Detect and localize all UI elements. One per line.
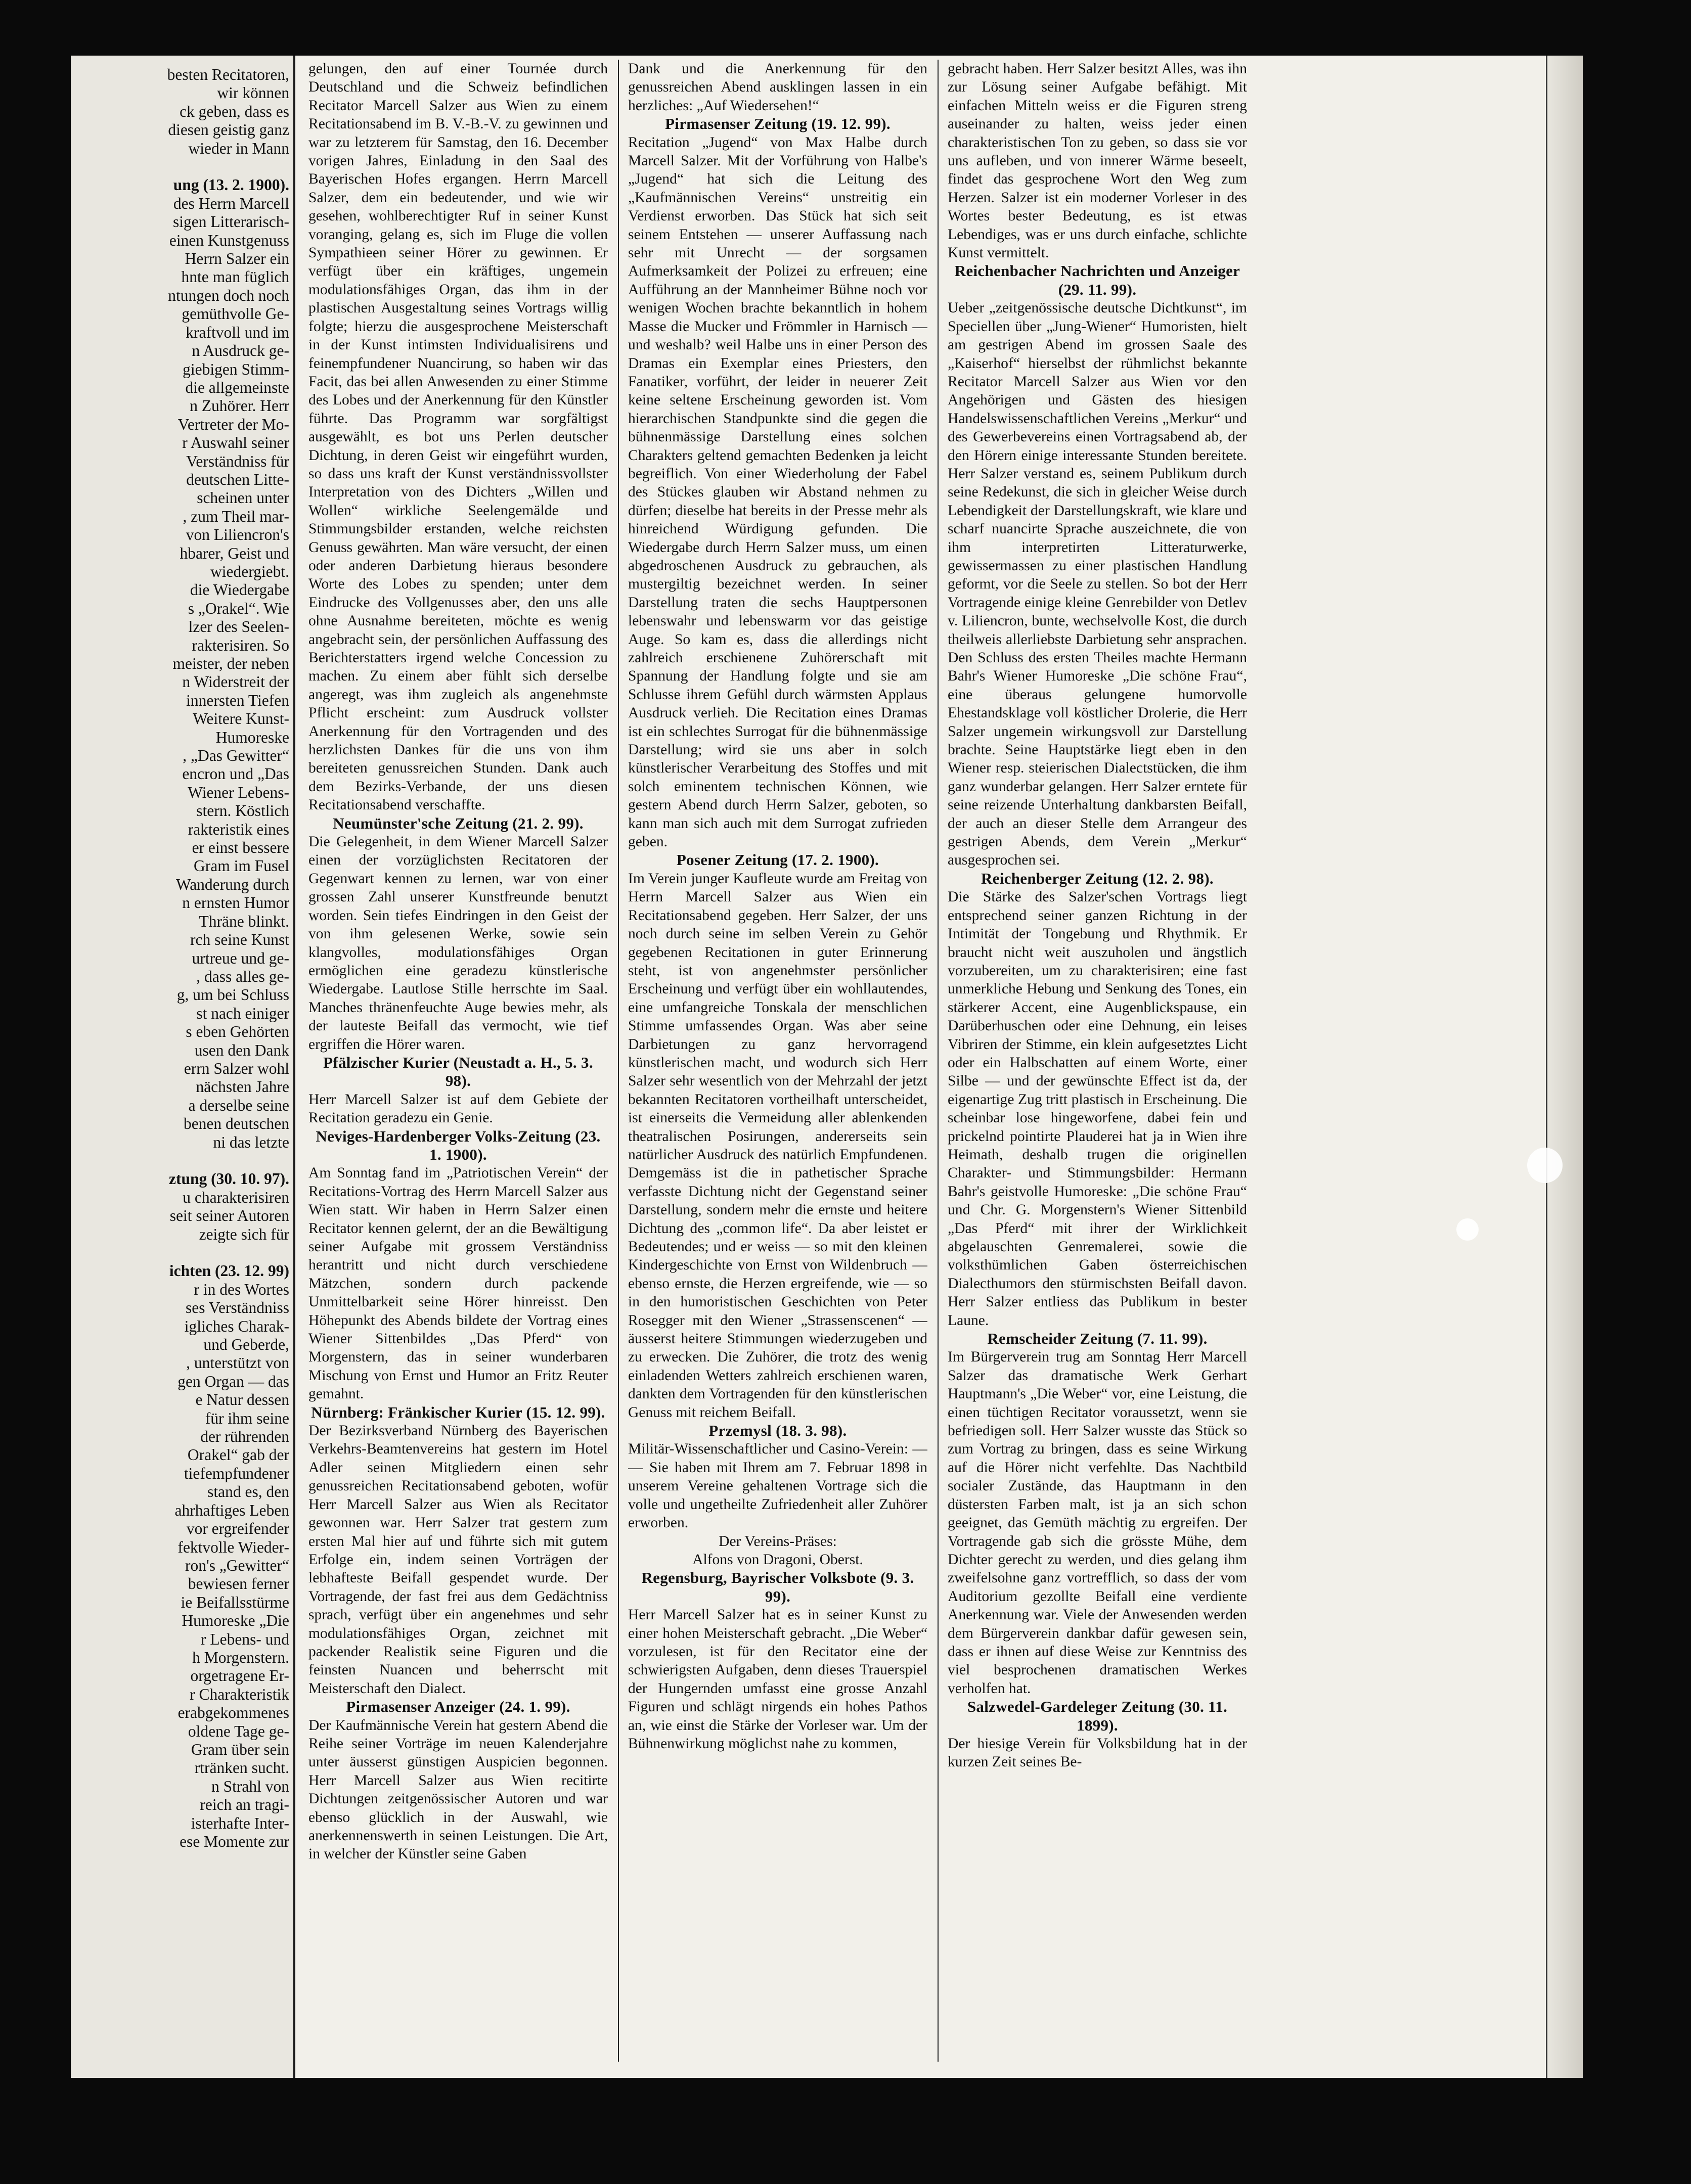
review-paragraph: Die Stärke des Salzer'schen Vortrags liegt entsprechend seiner ganzen Richtung in der Intimität der Tongebung und Rhythmik. Er braucht nicht weit auszuholen und ängstlich vorzubereiten, um zu charakterisiren; eine fast unmerkliche Hebung und Senkung des Tones, ein stärkerer Accent, eine Augenblickspause, ein Darüberhuschen oder eine Dehnung, ein leises Vibriren der Stimme, ein klein aufgesetztes Licht oder ein Halbschatten auf einem Worte, einer Silbe — und der gewünschte Effect ist da, der eigenartige Zug tritt plastisch in Erscheinung. Die scheinbar lose hingeworfene, dabei fein und prickelnd pointirte Plauderei hat ja in Wien ihre Heimath, deshalb trugen die originellen Charakter- und Stimmungsbilder: Hermann Bahr's geistvolle Humoreske: „Die schöne Frau“ und Chr. G. Morgenstern's Wiener Sittenbild „Das Pferd“ mit ihrer der Wirklichkeit abgelauschten Genremalerei, sowie die volksthümlichen Gaben österreichischen Dialecthumors den stürmischsten Beifall davon. Herr Salzer entliess das Publikum in bester Laune. xyxy=(948,889,1247,1329)
prev-text-line: , unterstützt von xyxy=(186,1354,289,1372)
review-paragraph: Militär-Wissenschaftlicher und Casino-Verein: — — Sie haben mit Ihrem am 7. Februar 1898 in unserem Vereine gehaltenen Vortrage sich die volle und ungetheilte Zufriedenheit aller Zuhörer erworben. xyxy=(628,1441,927,1531)
prev-text-line: von Liliencron's xyxy=(186,526,289,544)
prev-text-line: zeigte sich für xyxy=(199,1225,289,1243)
prev-text-line: Gram über sein xyxy=(191,1740,289,1758)
review-paragraph: Recitation „Jugend“ von Max Halbe durch Marcell Salzer. Mit der Vorführung von Halbe's „Jugend“ hat sich die Leitung des „Kaufmännischen Vereins“ unstreitig ein Verdienst erworben. Das Stück hat sich seit seinem Entstehen — unserer Auffassung nach sehr mit Unrecht — der sorgsamen Aufmerksamkeit der Polizei zu erfreuen; eine Aufführung an der Mannheimer Bühne noch vor wenigen Wochen brachte bekanntlich in hohem Masse die Mucker und Frömmler in Harnisch — und weshalb? weil Halbe uns in einer Person des Dramas ein Exemplar eines Priesters, den Fanatiker, vorführt, der leider in neuerer Zeit keine seltene Erscheinung geworden ist. Vom hierarchischen Standpunkte sind die gegen die bühnenmässige Darstellung eines solchen Charakters geltend gemachten Bedenken ja leicht begreiflich. Von einer Wiederholung der Fabel des Stückes glauben wir Abstand nehmen zu dürfen; dieselbe hat bereits in der Presse mehr als hinreichend Würdigung gefunden. Die Wiedergabe durch Herrn Salzer muss, um einen abgedroschenen Ausdruck zu gebrauchen, als mustergiltig bezeichnet werden. In seiner Darstellung traten die sechs Hauptpersonen lebenswahr und lebenswarm vor das geistige Auge. So kam es, dass die allerdings nicht zahlreich erschienene Zuhörerschaft mit Spannung der Handlung folgte und sie am Schlusse ihrem Gefühl durch wärmsten Applaus Ausdruck verlieh. Die Recitation eines Dramas ist ein schlechtes Surrogat für die bühnenmässige Darstellung; wird sie uns aber in solch künstlerischer Verarbeitung des Stoffes und mit solch eminentem technischen Können, wie gestern Abend durch Herrn Salzer, geboten, so kann man sich auch mit dem Surrogat zufrieden geben. xyxy=(628,134,927,850)
prev-text-line: ron's „Gewitter“ xyxy=(185,1556,289,1574)
prev-text-line: nächsten Jahre xyxy=(196,1078,289,1096)
prev-text-line: wir können xyxy=(217,84,289,102)
next-page-edge xyxy=(1546,56,1583,2078)
prev-text-line: ese Momente zur xyxy=(180,1833,289,1850)
review-paragraph: Der Bezirksverband Nürnberg des Bayerischen Verkehrs-Beamtenvereins hat gestern im Hotel Adler seinen Mitgliedern einen sehr genussreichen Recitationsabend geboten, wofür Herr Marcell Salzer aus Wien als Recitator gewonnen war. Herr Salzer trat gestern zum ersten Mal hier auf und führte sich mit gutem Erfolge ein, indem seinen Vorträgen der lebhafteste Beifall gespendet wurde. Der Vortragende, der fast frei aus dem Gedächtniss sprach, verfügt über ein angenehmes und sehr modulationsfähiges Organ, zeichnet mit packender Realistik seine Figuren und die feinsten Nuancen und beherrscht mit Meisterschaft den Dialect. xyxy=(308,1423,608,1697)
prev-text-line: reich an tragi- xyxy=(200,1796,289,1814)
prev-text-line: e Natur dessen xyxy=(195,1391,289,1409)
previous-page-strip xyxy=(71,56,295,2078)
source-headline: Reichenbacher Nachrichten und Anzeiger (29. 11. 99). xyxy=(954,262,1240,298)
prev-text-line: der rührenden xyxy=(200,1428,289,1446)
source-headline: Regensburg, Bayrischer Volksbote (9. 3. 99). xyxy=(641,1569,914,1605)
prev-text-line: r Lebens- und xyxy=(201,1630,289,1648)
source-headline: Nürnberg: Fränkischer Kurier (15. 12. 99). xyxy=(311,1403,605,1421)
prev-text-line: urtreue und ge- xyxy=(192,949,289,967)
prev-text-line: einen Kunstgenuss xyxy=(169,231,289,249)
column-divider xyxy=(938,60,939,2062)
prev-text-line: Humoreske „Die xyxy=(182,1612,289,1630)
prev-text-line: Vertreter der Mo- xyxy=(177,415,289,433)
prev-text-line: n ernsten Humor xyxy=(182,894,289,912)
prev-text-line: wiedergiebt. xyxy=(210,562,289,580)
prev-text-line: die Wiedergabe xyxy=(190,581,289,599)
prev-text-line: ahrhaftiges Leben xyxy=(174,1501,289,1519)
prev-text-line: gen Organ — das xyxy=(177,1372,289,1390)
review-paragraph: Alfons von Dragoni, Oberst. xyxy=(692,1551,863,1568)
review-paragraph: Der hiesige Verein für Volksbildung hat in der kurzen Zeit seines Be- xyxy=(948,1735,1247,1770)
prev-text-line: encron und „Das xyxy=(182,765,289,783)
source-headline: Pfälzischer Kurier (Neustadt a. H., 5. 3. 98). xyxy=(323,1053,593,1090)
prev-headline: ung (13. 2. 1900). xyxy=(173,176,289,194)
prev-text-line: usen den Dank xyxy=(194,1041,289,1059)
source-headline: Przemysl (18. 3. 98). xyxy=(708,1422,847,1440)
prev-text-line: für ihm seine xyxy=(205,1409,289,1427)
column-2 xyxy=(628,60,927,2062)
paper-stain xyxy=(1527,1148,1563,1183)
prev-text-line: r in des Wortes xyxy=(194,1280,289,1298)
prev-text-line: Wanderung durch xyxy=(175,875,289,893)
source-headline: Salzwedel-Gardeleger Zeitung (30. 11. 1899). xyxy=(967,1698,1228,1734)
prev-text-line: s eben Gehörten xyxy=(186,1023,289,1041)
prev-text-line: besten Recitatoren, xyxy=(167,66,289,83)
prev-text-line: des Herrn Marcell xyxy=(173,194,289,212)
prev-text-line xyxy=(71,1244,289,1262)
prev-text-line: rch seine Kunst xyxy=(190,931,289,949)
prev-text-line: die allgemeinste xyxy=(185,378,289,396)
prev-text-line: bewiesen ferner xyxy=(188,1575,289,1593)
prev-text-line: scheinen unter xyxy=(197,489,289,507)
article-columns xyxy=(308,60,1552,2072)
prev-text-line: hnte man füglich xyxy=(181,268,289,286)
source-headline: Pirmasenser Zeitung (19. 12. 99). xyxy=(665,115,891,133)
source-headline: Neumünster'sche Zeitung (21. 2. 99). xyxy=(333,814,584,832)
review-paragraph: Der Vereins-Präses: xyxy=(719,1533,837,1550)
source-headline: Pirmasenser Anzeiger (24. 1. 99). xyxy=(346,1698,570,1716)
column-1 xyxy=(308,60,608,2062)
prev-text-line: rakteristik eines xyxy=(188,820,289,838)
review-paragraph: gelungen, den auf einer Tournée durch Deutschland und die Schweiz befindlichen Recitator Marcell Salzer aus Wien zu einem Recitationsabend im B. V.-B.-V. zu gewinnen und war zu letzterem für Samstag, den 16. December vorigen Jahres, Einladung in den Saal des Bayerischen Hofes ergangen. Herrn Marcell Salzer, dem ein bedeutender, und wie wir gesehen, wohlberechtigter Ruf in seiner Kunst voranging, gelang es, sich im Fluge die vollen Sympathieen seiner Hörer zu gewinnen. Er verfügt über ein kräftiges, ungemein modulationsfähiges Organ, das ihm in der plastischen Ausgestaltung seines Vortrags willig folgte; hierzu die ausgesprochene Meisterschaft in der Kunst intimsten Individualisirens und feinempfundener Nuancirung, so haben wir das Facit, das bei allen Anwesenden zu einer Stimme des Lobes und der Anerkennung für den Künstler führte. Das Programm war sorgfältigst ausgewählt, es bot uns Perlen deutscher Dichtung, in deren Geist wir eingeführt wurden, so dass uns kraft der Kunst verständnissvollster Interpretation von des Dichters „Willen und Wollen“ wirkliche Seelengemälde und Stimmungsbilder erstanden, welche reichsten Genuss gewährten. Man wäre versucht, der einen oder anderen Darbietung hieraus besondere Worte des Lobes zu spenden; unter dem Eindrucke des Vollgenusses aber, den uns alle ohne Ausnahme bereiteten, möchte es wenig angebracht sein, der persönlichen Auffassung des Berichterstatters irgend welche Concession zu machen. Zu einem aber fühlt sich derselbe angeregt, was ihm zugleich als angenehmste Pflicht erscheint: zum Ausdruck vollster Anerkennung für den Vortragenden und des herzlichsten Dankes für die uns von ihm bereiteten genussreichen Stunden. Dank auch dem Bezirks-Verbande, der uns diesen Recitationsabend verschaffte. xyxy=(308,61,608,813)
prev-text-line: oldene Tage ge- xyxy=(188,1722,289,1740)
prev-text-line: r Charakteristik xyxy=(190,1685,289,1703)
prev-text-line: Gram im Fusel xyxy=(194,857,289,875)
prev-text-line: innersten Tiefen xyxy=(186,691,289,709)
prev-text-line: Orakel“ gab der xyxy=(187,1446,289,1464)
prev-text-line: rtränken sucht. xyxy=(194,1759,289,1777)
review-paragraph: Ueber „zeitgenössische deutsche Dichtkunst“, im Speciellen über „Jung-Wiener“ Humoristen, hielt am gestrigen Abend im grossen Saale des „Kaiserhof“ hierselbst der rühmlichst bekannte Recitator Marcell Salzer aus Wien vor den Angehörigen und Gästen des hiesigen Handelswissenschaftlichen Vereins „Merkur“ und des Gewerbevereins einen Vortragsabend ab, der den Hörern einige interessante Stunden bereitete. Herr Salzer verstand es, seinem Publikum durch seine Redekunst, die sich in gleicher Weise durch Lebendigkeit der Darstellungskraft, wie klare und scharf nuancirte Sprache auszeichnete, die von ihm interpretirten Litteraturwerke, gewissermassen zu einer plastischen Handlung geformt, vor die Seele zu stellen. So bot der Herr Vortragende einige kleine Genrebilder von Detlev v. Liliencron, bunte, wechselvolle Kost, die durch theilweis allerliebste Darbietung sehr ansprachen. Den Schluss des ersten Theiles machte Hermann Bahr's Wiener Humoreske „Die schöne Frau“, eine überaus gelungene humorvolle Ehestandsklage voll köstlicher Drolerie, die Herr Salzer ungemein wirkungsvoll zur Darstellung brachte. Seine Hauptstärke liegt eben in den Wiener resp. steierischen Dialectstücken, die ihm ganz wunderbar gelangen. Herr Salzer erntete für seine reizende Unterhaltung dankbarsten Beifall, der auch an dieser Stelle dem Arrangeur des gestrigen Abends, dem Verein „Merkur“ ausgesprochen sei. xyxy=(948,300,1247,869)
prev-text-line: r Auswahl seiner xyxy=(182,434,289,452)
prev-text-line: n Ausdruck ge- xyxy=(192,342,289,360)
prev-text-line: ie Beifallsstürme xyxy=(181,1593,289,1611)
prev-text-line: g, um bei Schluss xyxy=(176,986,289,1004)
prev-text-line: st nach einiger xyxy=(196,1004,289,1022)
review-paragraph: Die Gelegenheit, in dem Wiener Marcell Salzer einen der vorzüglichsten Recitatoren der Gegenwart kennen zu lernen, war von einer grossen Zahl unserer Kunstfreunde benutzt worden. Sein tiefes Eindringen in den Geist der von ihm gelesenen Werke, sowie sein klangvolles, modulationsfähiges Organ ermöglichen eine geradezu künstlerische Wiedergabe. Lautlose Stille herrschte im Saal. Manches thränenfeuchte Auge bewies mehr, als der lauteste Beifall das vermocht, wie tief ergriffen die Hörer waren. xyxy=(308,834,608,1053)
prev-text-line: giebigen Stimm- xyxy=(183,360,289,378)
prev-text-line: Humoreske xyxy=(215,728,289,746)
source-headline: Posener Zeitung (17. 2. 1900). xyxy=(676,851,879,869)
source-headline: Neviges-Hardenberger Volks-Zeitung (23. 1. 1900). xyxy=(316,1127,601,1163)
prev-text-line: stern. Köstlich xyxy=(196,802,289,820)
review-paragraph: gebracht haben. Herr Salzer besitzt Alles, was ihn zur Lösung seiner Aufgabe befähigt. Mit einfachen Mitteln weiss er die Figuren streng auseinander zu halten, weiss jeder einen charakteristischen Ton zu geben, so dass sie vor uns aufleben, und von innerer Wärme beseelt, findet das gesprochene Wort den Weg zum Herzen. Salzer ist ein moderner Vorleser in des Wortes bester Bedeutung, es ist etwas Lebendiges, was er uns durch einfache, schlichte Kunst vermittelt. xyxy=(948,61,1247,261)
prev-text-line: fektvolle Wieder- xyxy=(177,1538,289,1556)
prev-text-line: igliches Charak- xyxy=(184,1317,289,1335)
prev-text-line: ntungen doch noch xyxy=(168,286,289,304)
prev-text-line: sigen Litterarisch- xyxy=(172,213,289,231)
prev-text-line: , „Das Gewitter“ xyxy=(183,747,289,765)
prev-text-line: Herrn Salzer ein xyxy=(185,250,289,268)
prev-text-line: benen deutschen xyxy=(183,1115,289,1133)
prev-text-line: , dass alles ge- xyxy=(196,967,289,985)
prev-text-line: Thräne blinkt. xyxy=(199,912,289,930)
prev-text-line: stand es, den xyxy=(207,1483,289,1501)
source-headline: Reichenberger Zeitung (12. 2. 98). xyxy=(981,869,1214,887)
review-paragraph: Am Sonntag fand im „Patriotischen Verein“ der Recitations-Vortrag des Herrn Marcell Salzer aus Wien statt. Wir haben in Herrn Salzer einen Recitator kennen gelernt, der an die Bewältigung seiner Aufgabe mit grossem Verständniss herantritt und nicht durch verschiedene Mätzchen, sondern durch packende Unmittelbarkeit seine Hörer hinreisst. Den Höhepunkt des Abends bildete der Vortrag eines Wiener Sittenbildes „Das Pferd“ von Morgenstern, das in seiner wunderbaren Mischung von Ernst und Humor an Fritz Reuter gemahnt. xyxy=(308,1165,608,1402)
prev-text-line xyxy=(71,158,289,176)
review-paragraph: Der Kaufmännische Verein hat gestern Abend die Reihe seiner Vorträge im neuen Kalenderjahre unter äusserst günstigen Auspicien begonnen. Herr Marcell Salzer aus Wien recitirte Dichtungen zeitgenössischer Autoren und war ebenso glücklich in der Auswahl, wie anerkennenswerth in seinen Leistungen. Die Art, in welcher der Künstler seine Gaben xyxy=(308,1717,608,1862)
review-paragraph: Im Bürgerverein trug am Sonntag Herr Marcell Salzer das dramatische Werk Gerhart Hauptmann's „Die Weber“ vor, eine Leistung, die einen tüchtigen Recitator voraussetzt, wenn sie befriedigen soll. Herr Salzer wusste das Stück so zum Vortrag zu bringen, dass es seine Wirkung auf die Hörer nicht verfehlte. Das Nachtbild socialer Zustände, das Hauptmann in den düstersten Farben malt, ist ja an sich schon geeignet, das Gemüth mächtig zu ergreifen. Der Vortragende gab sich die grösste Mühe, dem Dichter gerecht zu werden, und dies gelang ihm zweifelsohne ganz vortrefflich, so dass der vom Auditorium gezollte Beifall eine verdiente Anerkennung war. Viele der Anwesenden werden dem Bürgerverein dankbar dafür gewesen sein, dass er ihnen auf diese Weise zur Kenntniss des viel besprochenen dramatischen Werkes verholfen hat. xyxy=(948,1349,1247,1697)
prev-text-line: n Strahl von xyxy=(211,1777,289,1795)
review-paragraph: Herr Marcell Salzer ist auf dem Gebiete der Recitation geradezu ein Genie. xyxy=(308,1091,608,1126)
prev-text-line: und Geberde, xyxy=(203,1336,289,1354)
prev-text-line: h Morgenstern. xyxy=(192,1648,289,1666)
prev-text-line: u charakterisiren xyxy=(183,1188,289,1206)
prev-text-line: Wiener Lebens- xyxy=(188,783,289,801)
prev-text-line: n Zuhörer. Herr xyxy=(190,397,289,415)
previous-page-column xyxy=(71,66,289,2068)
paper-stain xyxy=(1456,1218,1479,1241)
review-paragraph: Im Verein junger Kaufleute wurde am Freitag von Herrn Marcell Salzer aus Wien ein Recitationsabend gegeben. Herr Salzer, der uns noch durch seine im selben Verein zu Gehör gegebenen Recitationen in guter Erinnerung steht, ist von angenehmster persönlicher Erscheinung und verfügt über ein wohllautendes, eine umfangreiche Tonskala der menschlichen Stimme umfassendes Organ. Was aber seine Darbietungen zu ganz hervorragend künstlerischen macht, und wodurch sich Herr Salzer sehr wesentlich von der Mehrzahl der jetzt bekannten Recitatoren vortheilhaft unterscheidet, ist einerseits die Vermeidung aller ablenkenden theatralischen Posirungen, andererseits sein natürlicher Ausdruck des natürlich Empfundenen. Demgemäss ist die in pathetischer Sprache verfasste Dichtung nicht der Gegenstand seiner Darstellung, sondern mehr die ernste und heitere Dichtung des „common life“. Da aber leistet er Bedeutendes; und er weiss — so mit den kleinen Kindergeschichte von Ernst von Wildenbruch — ebenso ernste, die Herzen ergreifende, wie — so in den humoristischen Geschichten von Peter Rosegger mit den Wiener „Strassenscenen“ — äusserst heitere Stimmungen wiederzugeben und zu erwecken. Die Zuhörer, die trotz des wenig einladenden Wetters zahlreich erschienen waren, dankten dem Vortragenden für den künstlerischen Genuss mit reichem Beifall. xyxy=(628,870,927,1421)
prev-text-line: seit seiner Autoren xyxy=(169,1207,289,1225)
prev-text-line: deutschen Litte- xyxy=(186,470,289,488)
prev-text-line: Verständniss für xyxy=(186,452,289,470)
prev-text-line: isterhafte Inter- xyxy=(191,1814,289,1832)
prev-text-line: s „Orakel“. Wie xyxy=(188,599,289,617)
prev-headline: ztung (30. 10. 97). xyxy=(169,1170,289,1188)
prev-text-line: hbarer, Geist und xyxy=(180,544,289,562)
prev-headline: ichten (23. 12. 99) xyxy=(169,1262,289,1280)
prev-text-line: gemüthvolle Ge- xyxy=(182,305,289,323)
prev-text-line: vor ergreifender xyxy=(186,1520,289,1538)
column-3 xyxy=(948,60,1247,2062)
prev-text-line: lzer des Seelen- xyxy=(188,618,289,636)
prev-text-line: ses Verständniss xyxy=(185,1299,289,1317)
source-headline: Remscheider Zeitung (7. 11. 99). xyxy=(987,1330,1208,1348)
prev-text-line: diesen geistig ganz xyxy=(168,121,289,139)
prev-text-line: Weitere Kunst- xyxy=(193,710,289,728)
prev-text-line: , zum Theil mar- xyxy=(183,507,289,525)
prev-text-line: rakterisiren. So xyxy=(192,636,289,654)
newspaper-page xyxy=(71,56,1583,2078)
prev-text-line: n Widerstreit der xyxy=(182,673,289,691)
review-paragraph: Dank und die Anerkennung für den genussreichen Abend ausklingen lassen in ein herzliches: „Auf Wiedersehen!“ xyxy=(628,61,927,114)
prev-text-line: wieder in Mann xyxy=(188,139,289,157)
column-divider xyxy=(618,60,619,2062)
prev-text-line: kraftvoll und im xyxy=(186,323,289,341)
prev-text-line: meister, der neben xyxy=(172,655,289,672)
prev-text-line: tiefempfundener xyxy=(184,1464,289,1482)
prev-text-line xyxy=(71,1152,289,1170)
review-paragraph: Herr Marcell Salzer hat es in seiner Kunst zu einer hohen Meisterschaft gebracht. „Die Weber“ vorzulesen, ist für den Recitator eine der schwierigsten Aufgaben, denn dieses Trauerspiel der Hungernden umfasst eine grosse Anzahl Figuren und schlägt nirgends ein hohes Pathos an, wie einst die Stärke der Vorleser war. Um der Bühnenwirkung möglichst nahe zu kommen, xyxy=(628,1607,927,1752)
prev-text-line: er einst bessere xyxy=(192,839,289,857)
prev-text-line: orgetragene Er- xyxy=(190,1667,289,1685)
prev-text-line: errn Salzer wohl xyxy=(184,1059,289,1077)
prev-text-line: ni das letzte xyxy=(213,1133,289,1151)
prev-text-line: erabgekommenes xyxy=(177,1704,289,1722)
prev-text-line: ck geben, dass es xyxy=(180,102,289,120)
prev-text-line: a derselbe seine xyxy=(188,1096,289,1114)
